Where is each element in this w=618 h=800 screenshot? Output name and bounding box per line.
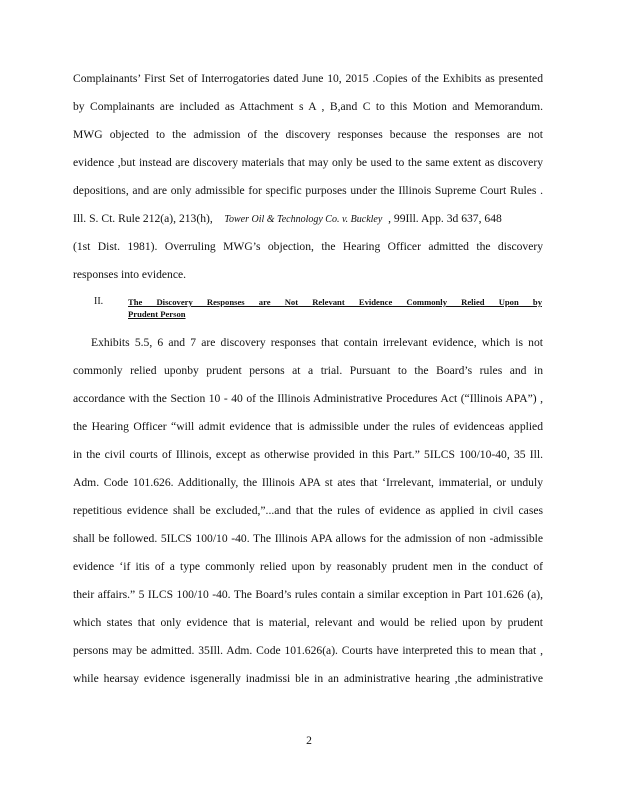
rule-citation: Ill. S. Ct. Rule 212(a), 213(h), (73, 212, 213, 225)
text-line: commonly relied uponby prudent persons at a trial. Pursuant to the Board’s rules and in (73, 364, 543, 377)
text-line: evidence ,but instead are discovery materials that may only be used to the same extent as discovery (73, 156, 543, 169)
page-number: 2 (306, 734, 312, 747)
text-line: persons may be admitted. 35Ill. Adm. Code 101.626(a). Courts have interpreted this to mean that , (73, 644, 543, 657)
text-line: Complainants’ First Set of Interrogatories dated June 10, 2015 .Copies of the Exhibits as presented (73, 72, 543, 85)
case-citation: Tower Oil & Technology Co. v. Buckley (224, 214, 383, 225)
text-line: depositions, and are only admissible for specific purposes under the Illinois Supreme Court Rules . (73, 184, 543, 197)
text-line: by Complainants are included as Attachment s A , B,and C to this Motion and Memorandum. (73, 100, 543, 113)
text-line: (1st Dist. 1981). Overruling MWG’s objection, the Hearing Officer admitted the discovery (73, 240, 543, 253)
text-line: in the civil courts of Illinois, except as otherwise provided in this Part.” 5ILCS 100/10-40, 35 Ill. (73, 448, 543, 461)
section-heading: The Discovery Responses are Not Relevant Evidence Commonly Relied Upon by (128, 297, 542, 307)
section-number: II. (94, 296, 104, 307)
text-line: repetitious evidence shall be excluded,”...and that the rules of evidence as applied in civil cases (73, 504, 543, 517)
text-line: their affairs.” 5 ILCS 100/10 -40. The Board’s rules contain a similar exception in Part 101.626 (a), (73, 588, 543, 601)
text-line: accordance with the Section 10 - 40 of the Illinois Administrative Procedures Act (“Illinois APA”) , (73, 392, 543, 405)
text-line: responses into evidence. (73, 268, 187, 281)
text-line: Adm. Code 101.626. Additionally, the Illinois APA st ates that ‘Irrelevant, immaterial, or unduly (73, 476, 543, 489)
text-line: the Hearing Officer “will admit evidence that is admissible under the rules of evidenceas applied (73, 420, 543, 433)
text-line: Exhibits 5.5, 6 and 7 are discovery responses that contain irrelevant evidence, which is not (91, 336, 543, 349)
reporter-citation: , 99Ill. App. 3d 637, 648 (388, 212, 502, 225)
text-line: shall be followed. 5ILCS 100/10 -40. The Illinois APA allows for the admission of non -admissible (73, 532, 543, 545)
text-line: while hearsay evidence isgenerally inadmissi ble in an administrative hearing ,the administrative (73, 672, 543, 685)
citation-line (73, 212, 543, 227)
text-line: MWG objected to the admission of the discovery responses because the responses are not (73, 128, 543, 141)
text-line: evidence ‘if itis of a type commonly relied upon by reasonably prudent men in the conduct of (73, 560, 543, 573)
section-heading-continued: Prudent Person (128, 309, 186, 319)
text-line: which states that only evidence that is material, relevant and would be relied upon by prudent (73, 616, 543, 629)
